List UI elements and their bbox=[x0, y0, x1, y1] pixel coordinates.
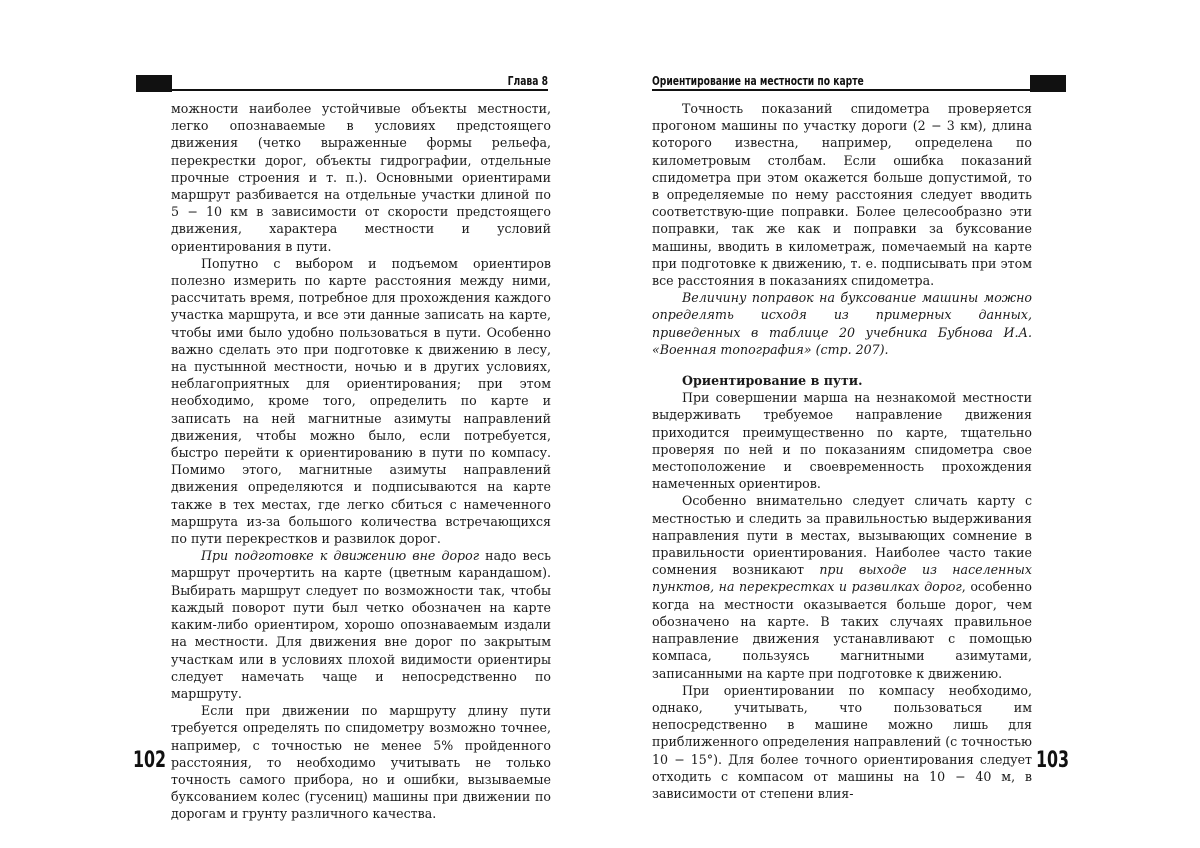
paragraph: Если при движении по маршруту длину пути требуется определять по спидометру возможно точнее, например, с точностью не менее 5% пройденного расстояния, то необходимо учитывать не только точность самого прибора, но и ошибки, вызываемые буксованием колес (гусениц) машины при движении по дорогам и грунту различного качества. bbox=[171, 703, 551, 822]
right-running-header: Ориентирование на местности по карте bbox=[652, 74, 864, 88]
paragraph: При ориентировании по компасу необходимо, однако, учитывать, что пользоваться им непосредственно в машине можно лишь для приближенного определения направлений (с точностью 10 − 15°). Для более точного ориентирования следует отходить с компасом от машины на 10 − 40 м, в зависимости от степени влия- bbox=[652, 682, 1032, 801]
left-body-text bbox=[171, 100, 551, 823]
right-body-text bbox=[652, 100, 1032, 802]
right-page bbox=[600, 0, 1200, 848]
italic-phrase: При подготовке к движению вне дорог bbox=[201, 548, 480, 564]
paragraph: Точность показаний спидометра проверяется прогоном машины по участку дороги (2 − 3 км), длина которого известна, например, определена по километровым столбам. Если ошибка показаний спидометра при этом окажется больше допустимой, то в определяемые по нему расстояния следует вводить соответствую-щие поправки. Более целесообразно эти поправки, так же как и поправки за буксование машины, вводить в километраж, помечаемый на карте при подготовке к движению, т. е. подписывать при этом все расстояния в показаниях спидометра. bbox=[652, 101, 1032, 289]
paragraph: При совершении марша на незнакомой местности выдерживать требуемое направление движения приходится преимущественно по карте, тщательно проверяя по ней и по показаниям спидометра свое местоположение и своевременность прохождения намеченных ориентиров. bbox=[652, 390, 1032, 492]
paragraph bbox=[171, 547, 551, 702]
paragraph bbox=[652, 492, 1032, 681]
right-header-rule bbox=[652, 89, 1066, 91]
italic-phrase: при выходе из населенных пунктов, на перекрестках и развилках дорог bbox=[652, 562, 1032, 595]
left-header-rule bbox=[136, 89, 548, 91]
paragraph-rest: надо весь маршрут прочертить на карте (цветным карандашом). Выбирать маршрут следует по возможности так, чтобы каждый поворот пути был четко обозначен на карте каким-либо ориентиром, хорошо опознаваемым издали на местности. Для движения вне дорог по закрытым участкам или в условиях плохой видимости ориентиры следует намечать чаще и непосредственно по маршруту. bbox=[171, 548, 551, 701]
right-header-marker bbox=[1030, 75, 1066, 92]
paragraph-start: Особенно внимательно следует сличать карту с местностью и следить за правильностью выдерживания направления пути в местах, вызывающих сомнение в правильности ориентирования. Наиболее часто такие сомнения возникают bbox=[652, 493, 1032, 578]
note-paragraph: Величину поправок на буксование машины можно определять исходя из примерных данных, приведенных в таблице 20 учебника Бубнова И.А. «Военная топография» (стр. 207). bbox=[652, 290, 1032, 357]
page-number-left: 102 bbox=[133, 748, 167, 773]
paragraph-end: , особенно когда на местности оказывается больше дорог, чем обозначено на карте. В таких случаях правильное направление движения устанавливают с помощью компаса, пользуясь магнитными азимутами, записанными на карте при подготовке к движению. bbox=[652, 579, 1032, 681]
paragraph: можности наиболее устойчивые объекты местности, легко опознаваемые в условиях предстоящего движения (четко выраженные формы рельефа, перекрестки дорог, объекты гидрографии, отдельные прочные строения и т. п.). Основными ориентирами маршрут разбивается на отдельные участки длиной по 5 − 10 км в зависимости от скорости предстоящего движения, характера местности и условий ориентирования в пути. bbox=[171, 101, 551, 254]
page-number-right: 103 bbox=[1036, 748, 1070, 773]
left-running-header: Глава 8 bbox=[507, 74, 548, 88]
section-heading: Ориентирование в пути. bbox=[682, 373, 863, 389]
paragraph: Попутно с выбором и подъемом ориентиров полезно измерить по карте расстояния между ними, рассчитать время, потребное для прохождения каждого участка маршрута, и все эти данные записать на карте, чтобы ими было удобно пользоваться в пути. Особенно важно сделать это при подготовке к движению в лесу, на пустынной местности, ночью и в других условиях, неблагоприятных для ориентирования; при этом необходимо, кроме того, определить по карте и записать на ней магнитные азимуты направлений движения, чтобы можно было, если потребуется, быстро перейти к ориентированию в пути по компасу. Помимо этого, магнитные азимуты направлений движения определяются и подписываются на карте также в тех местах, где легко сбиться с намеченного маршрута из-за большого количества встречающихся по пути перекрестков и развилок дорог. bbox=[171, 255, 551, 547]
